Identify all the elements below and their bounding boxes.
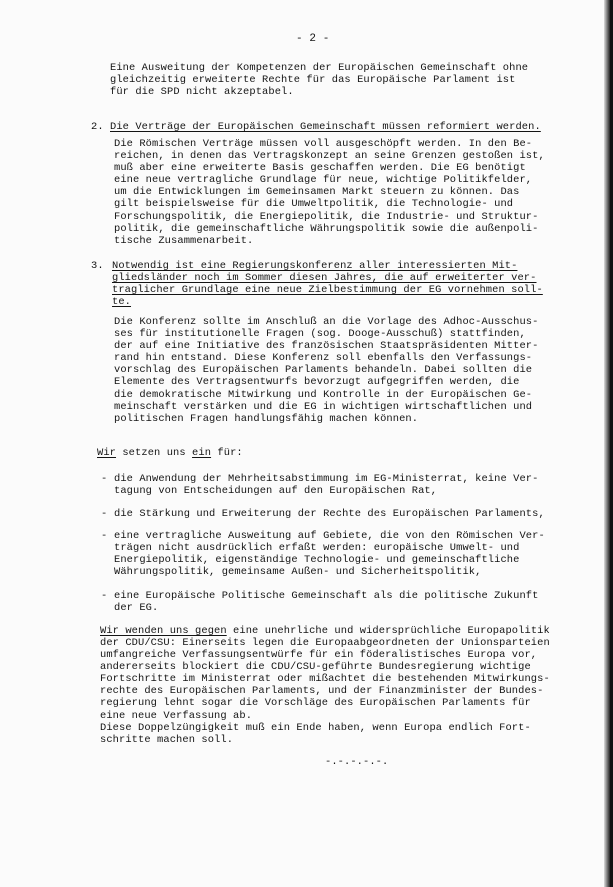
oppose-line: eine neue Verfassung ab. bbox=[100, 709, 253, 722]
support-item-line: der EG. bbox=[114, 602, 159, 615]
support-heading-underlined: ein bbox=[192, 447, 212, 459]
oppose-line: andererseits blockiert die CDU/CSU-geführte Bundesregierung wichtige bbox=[100, 661, 531, 674]
section-2-line: muß aber eine erweiterte Basis geschaffen werden. Die EG benötigt bbox=[114, 162, 526, 175]
section-3-line: Die Konferenz sollte im Anschluß an die Vorlage des Adhoc-Ausschus- bbox=[114, 316, 539, 328]
section-3-line: die demokratische Mitwirkung und Kontrolle in der Europäischen Ge- bbox=[114, 388, 533, 401]
section-3-line: meinschaft verstärken und die EG in wichtigen wirtschaftlichen und bbox=[114, 400, 533, 413]
section-3-line: politischen Fragen handlungsfähig machen können. bbox=[114, 412, 419, 425]
page-edge-shadow bbox=[604, 0, 610, 887]
support-item-line: eine vertragliche Ausweitung auf Gebiete, die von den Römischen Ver- bbox=[114, 530, 545, 542]
intro-paragraph bbox=[110, 62, 528, 98]
support-item-line: Energiepolitik, eigenständige Technologie- und gemeinschaftliche bbox=[114, 554, 520, 567]
support-heading-middle: setzen uns bbox=[116, 447, 193, 459]
intro-line: Eine Ausweitung der Kompetenzen der Europäischen Gemeinschaft ohne bbox=[110, 62, 529, 74]
oppose-line: der CDU/CSU: Einerseits legen die Europaabgeordneten der Unionsparteien bbox=[100, 637, 550, 649]
oppose-heading-underlined: Wir wenden uns gegen bbox=[100, 625, 227, 637]
support-item-line: tagung von Entscheidungen auf den Europäischen Rat, bbox=[114, 485, 438, 498]
section-3-line: vorschlag des Europäischen Parlaments behandeln. Dabei sollten die bbox=[114, 364, 533, 377]
support-item-line: Währungspolitik, gemeinsame Außen- und Sicherheitspolitik, bbox=[114, 566, 482, 579]
section-3-line: Elemente des Vertragsentwurfs bevorzugt aufgegriffen werden, die bbox=[114, 376, 520, 389]
section-2-line: um die Entwicklungen im Gemeinsamen Markt steuern zu können. Das bbox=[114, 186, 520, 199]
page-number: - 2 - bbox=[296, 33, 330, 45]
section-3-line: der auf eine Initiative des französischen Staatspräsidenten Mitter- bbox=[114, 340, 539, 353]
bullet-dash: - bbox=[101, 508, 108, 520]
end-mark: -.-.-.-.-. bbox=[325, 756, 389, 768]
section-2-line: tische Zusammenarbeit. bbox=[114, 234, 254, 247]
oppose-line: Diese Doppelzüngigkeit muß ein Ende haben, wenn Europa endlich Fort- bbox=[100, 721, 531, 734]
section-3-body bbox=[114, 316, 538, 425]
oppose-line: regierung lehnt sogar die Vorschläge des Europäischen Parlaments für bbox=[100, 697, 531, 710]
section-3-heading-line: Notwendig ist eine Regierungskonferenz aller interessierten Mit- bbox=[112, 260, 518, 272]
section-2-line: politik, die gemeinschaftliche Währungspolitik sowie die außenpoli- bbox=[114, 222, 539, 235]
support-item-1 bbox=[114, 473, 538, 497]
oppose-heading bbox=[100, 625, 550, 637]
section-3-line: rand hin entstand. Diese Konferenz soll ebenfalls den Verfassungs- bbox=[114, 352, 533, 365]
bullet-dash: - bbox=[101, 473, 108, 485]
support-heading-prefix: Wir bbox=[97, 447, 117, 459]
section-3-number: 3. bbox=[91, 260, 104, 272]
support-item-line: die Anwendung der Mehrheitsabstimmung im EG-Ministerrat, keine Ver- bbox=[114, 473, 539, 485]
bullet-dash: - bbox=[101, 530, 108, 542]
support-item-line: eine Europäische Politische Gemeinschaft als die politische Zukunft bbox=[114, 590, 539, 602]
oppose-line: rechte des Europäischen Parlaments, und der Finanzminister der Bundes- bbox=[100, 685, 544, 698]
support-heading-suffix: für: bbox=[211, 447, 243, 459]
section-3-line: ses für institutionelle Fragen (sog. Dooge-Ausschuß) stattfinden, bbox=[114, 328, 526, 341]
section-3-heading-line: gliedsländer noch im Sommer diesen Jahres, die auf erweiterter ver- bbox=[112, 272, 537, 285]
section-2-number: 2. bbox=[91, 121, 104, 133]
support-item-2 bbox=[114, 508, 545, 520]
oppose-line: schritte machen soll. bbox=[100, 733, 234, 746]
support-item-line: die Stärkung und Erweiterung der Rechte des Europäischen Parlaments, bbox=[114, 508, 545, 520]
support-item-3 bbox=[114, 530, 545, 578]
section-2-line: eine neue vertragliche Grundlage für neue, wichtige Politikfelder, bbox=[114, 174, 533, 187]
support-item-line: trägen nicht ausdrücklich erfaßt werden: europäische Umwelt- und bbox=[114, 542, 520, 555]
section-2-line: gilt beispielsweise für die Umweltpolitik, die Technologie- und bbox=[114, 198, 514, 211]
section-2-heading: Die Verträge der Europäischen Gemeinschaft müssen reformiert werden. bbox=[110, 121, 541, 133]
oppose-line: umfangreiche Verfassungsentwürfe für ein föderalistisches Europa vor, bbox=[100, 649, 538, 662]
intro-line: gleichzeitig erweiterte Rechte für das Europäische Parlament ist bbox=[110, 74, 516, 87]
section-2-body bbox=[114, 138, 545, 247]
oppose-line: Fortschritte im Ministerrat oder mißachtet die bestehenden Mitwirkungs- bbox=[100, 673, 550, 686]
oppose-heading-rest: eine unehrliche und widersprüchliche Europapolitik bbox=[226, 625, 550, 637]
section-2-line: Forschungspolitik, die Energiepolitik, die Industrie- und Struktur- bbox=[114, 210, 539, 223]
section-3-heading bbox=[112, 260, 543, 308]
section-2-line: reichen, in denen das Vertragskonzept an seine Grenzen gestoßen ist, bbox=[114, 150, 545, 163]
support-item-4 bbox=[114, 590, 538, 614]
intro-line: für die SPD nicht akzeptabel. bbox=[110, 86, 294, 99]
oppose-body bbox=[100, 637, 550, 746]
section-2-line: Die Römischen Verträge müssen voll ausgeschöpft werden. In den Be- bbox=[114, 138, 533, 150]
support-heading bbox=[97, 447, 243, 459]
section-3-heading-line: te. bbox=[112, 296, 132, 309]
bullet-dash: - bbox=[101, 590, 108, 602]
section-3-heading-line: traglicher Grundlage eine neue Zielbestimmung der EG vornehmen soll- bbox=[112, 284, 543, 297]
